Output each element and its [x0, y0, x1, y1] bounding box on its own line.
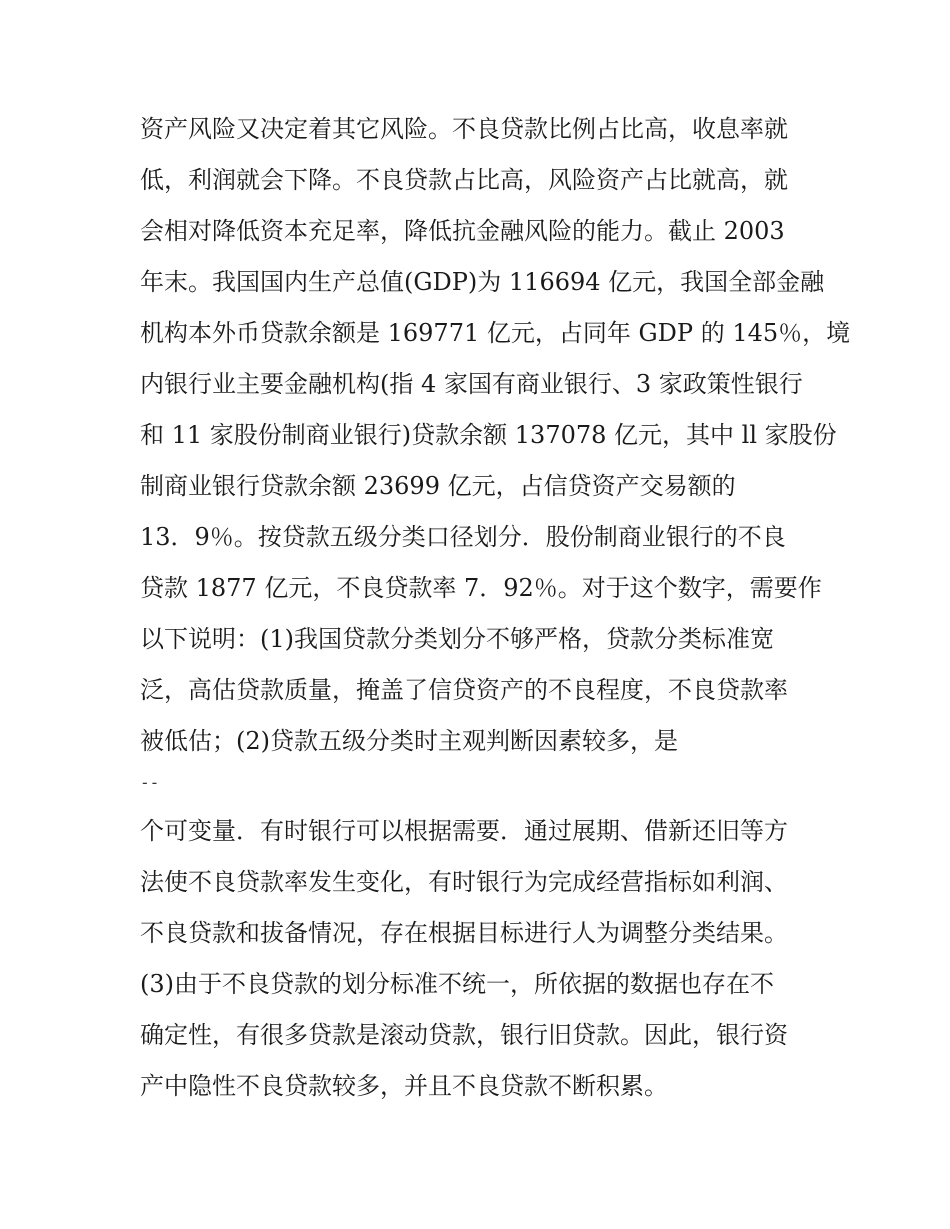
page-break-separator: -- — [140, 773, 160, 792]
text-line: 以下说明：(1)我国贷款分类划分不够严格，贷款分类标准宽 — [140, 625, 774, 653]
text-line: 不良贷款和拔备情况，存在根据目标进行人为调整分类结果。 — [140, 919, 788, 947]
text-line: 和 11 家股份制商业银行)贷款余额 137078 亿元，其中 ll 家股份 — [140, 421, 837, 449]
text-line: 制商业银行贷款余额 23699 亿元，占信贷资产交易额的 — [140, 472, 736, 500]
text-line: 资产风险又决定着其它风险。不良贷款比例占比高，收息率就 — [140, 115, 788, 143]
text-line: 会相对降低资本充足率，降低抗金融风险的能力。截止 2003 — [140, 217, 785, 245]
text-line: 13．9％。按贷款五级分类口径划分．股份制商业银行的不良 — [140, 523, 786, 551]
text-line: 内银行业主要金融机构(指 4 家国有商业银行、3 家政策性银行 — [140, 370, 803, 398]
body-text-paragraph-1 — [140, 104, 851, 767]
text-line: (3)由于不良贷款的划分标准不统一，所依据的数据也存在不 — [140, 970, 774, 998]
body-text-paragraph-2 — [140, 806, 820, 1112]
text-line: 泛，高估贷款质量，掩盖了信贷资产的不良程度，不良贷款率 — [140, 676, 788, 704]
text-line: 法使不良贷款率发生变化，有时银行为完成经营指标如利润、 — [140, 868, 788, 896]
text-line: 机构本外币贷款余额是 169771 亿元，占同年 GDP 的 145％，境 — [140, 319, 851, 347]
text-line: 年末。我国国内生产总值(GDP)为 116694 亿元，我国全部金融 — [140, 268, 825, 296]
text-line: 低，利润就会下降。不良贷款占比高，风险资产占比就高，就 — [140, 166, 788, 194]
text-line: 个可变量．有时银行可以根据需要．通过展期、借新还旧等方 — [140, 817, 788, 845]
text-line: 产中隐性不良贷款较多，并且不良贷款不断积累。 — [140, 1072, 668, 1100]
text-line: 被低估；(2)贷款五级分类时主观判断因素较多，是 — [140, 727, 678, 755]
text-line: 贷款 1877 亿元，不良贷款率 7．92％。对于这个数字，需要作 — [140, 574, 822, 602]
text-line: 确定性，有很多贷款是滚动贷款，银行旧贷款。因此，银行资 — [140, 1021, 788, 1049]
